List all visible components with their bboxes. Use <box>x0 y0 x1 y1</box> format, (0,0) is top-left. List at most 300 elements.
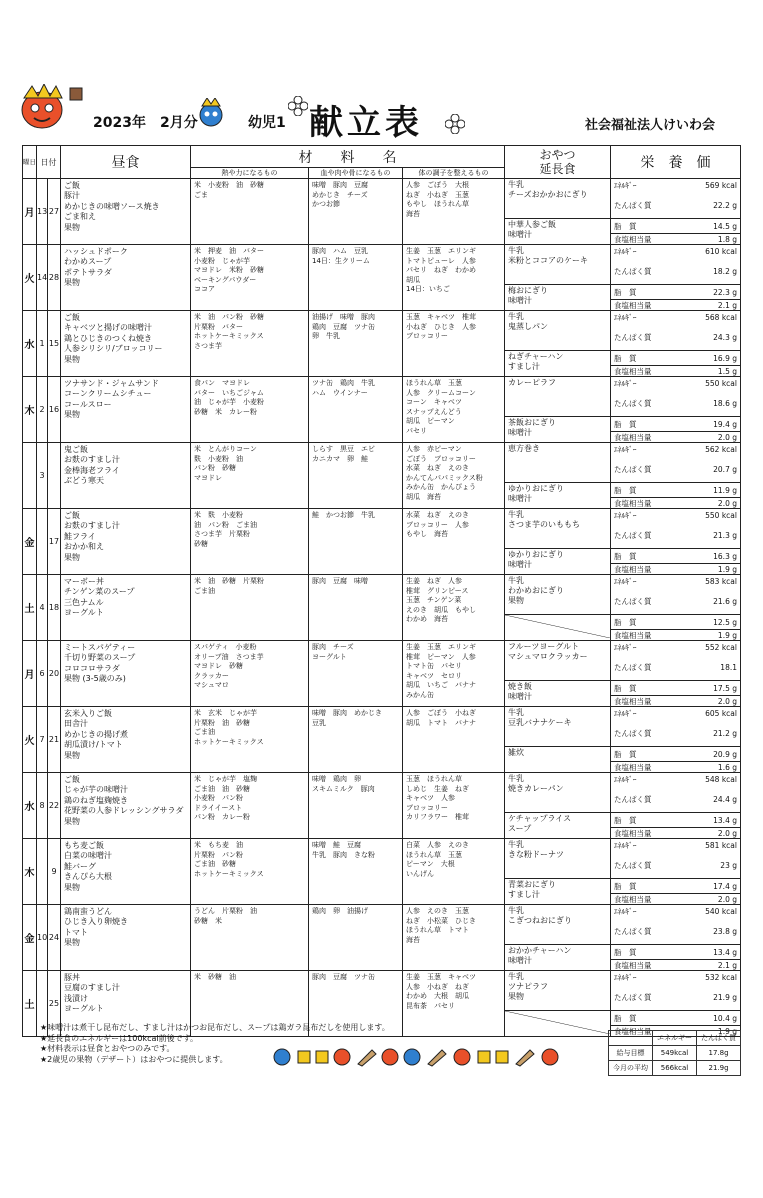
nutrient-row <box>614 654 737 680</box>
note-line: ★延長食のエネルギーは100kcal前後です。 <box>40 1033 198 1043</box>
lunch-item: マーボー丼 <box>64 577 104 586</box>
date-cell <box>37 641 48 707</box>
nutrient-label: ｴﾈﾙｷﾞｰ <box>614 973 637 982</box>
nutrition-cell <box>611 377 741 443</box>
ingredient-line: トマト缶 パセリ <box>406 662 462 671</box>
nutrient-value: 11.9 g <box>713 485 737 495</box>
ingredient-line: カリフラワー 椎茸 <box>406 813 469 822</box>
extended-meal-item: 味噌汁 <box>508 428 532 437</box>
extended-meal-item: 雑炊 <box>508 748 524 757</box>
snack-cell <box>505 971 611 1037</box>
nutrition-cell <box>611 245 741 311</box>
nutrient-row <box>614 839 737 852</box>
ingredient-line: コーン キャベツ <box>406 398 462 407</box>
snack-item: わかめおにぎり <box>508 586 564 595</box>
lunch-item: 豚丼 <box>64 973 80 982</box>
lunch-item: コーンクリームシチュー <box>64 389 152 399</box>
menu-row <box>23 641 741 707</box>
nutrient-row <box>614 192 737 218</box>
snack-cell <box>505 905 611 971</box>
nutrient-row <box>614 918 737 944</box>
ingredient-line: 牛乳 豚肉 きな粉 <box>312 850 375 859</box>
ingredient-line: 白菜 人参 えのき <box>406 841 469 849</box>
nutrient-row <box>611 548 740 563</box>
nutrient-row <box>611 614 740 629</box>
extended-meal-item: ねぎチャーハン <box>508 352 564 361</box>
date-cell <box>48 245 61 311</box>
ingredient-line: 油 じゃが芋 小麦粉 <box>194 398 264 407</box>
lunch-item: お麩のすまし汁 <box>64 521 120 531</box>
nutrient-row <box>611 878 740 893</box>
ingredient-line: ハム ウインナー <box>312 388 368 397</box>
ingredient-line: 砂糖 <box>194 539 208 548</box>
extended-meal-item: 味噌汁 <box>508 230 532 239</box>
extended-meal-box <box>505 944 610 968</box>
ingredient-line: ココア <box>194 285 215 294</box>
nutrient-row <box>611 761 740 772</box>
lunch-item: めかじきの揚げ煮 <box>64 729 128 739</box>
nutrient-value: 18.1 <box>720 662 737 672</box>
date-cell <box>37 509 48 575</box>
nutrient-row <box>614 324 737 350</box>
ingredient-line: みかん缶 かんぴょう <box>406 483 476 492</box>
nutrient-row <box>611 695 740 706</box>
date-second: 15 <box>48 339 60 348</box>
nutrient-value: 2.0 g <box>717 432 737 442</box>
extended-meal-box <box>505 1010 610 1034</box>
ingredient-line: 油揚げ 味噌 豚肉 <box>312 313 375 321</box>
nutrient-value: 540 kcal <box>705 907 737 916</box>
energy-foods-cell <box>191 641 309 707</box>
nutrient-label: たんぱく質 <box>614 728 652 738</box>
summary-value: 566kcal <box>653 1061 697 1076</box>
extended-meal-box <box>505 878 610 902</box>
lunch-item: めかじきの味噌ソース焼き <box>64 201 160 211</box>
lunch-item: もち麦ご飯 <box>64 841 104 850</box>
lunch-item: 鮭フライ <box>64 531 96 541</box>
extended-meal-item: 味噌汁 <box>508 296 532 305</box>
nutrition-cell <box>611 311 741 377</box>
snack-item: 牛乳 <box>508 576 524 585</box>
snack-box <box>505 245 610 284</box>
nutrient-row <box>611 497 740 508</box>
nutrient-row <box>611 482 740 497</box>
lunch-item: ぶどう寒天 <box>64 476 104 486</box>
nutrient-value: 21.2 g <box>713 728 737 738</box>
nutrient-label: 食塩相当量 <box>614 498 652 508</box>
nutrient-label: 脂 質 <box>614 485 637 495</box>
ingredient-line: ごま油 油 砂糖 <box>194 784 250 793</box>
nutrient-label: たんぱく質 <box>614 596 652 606</box>
lunch-item: 花野菜の人参ドレッシングサラダ <box>64 806 184 816</box>
ingredient-line: トマトピューレ 人参 <box>406 256 476 265</box>
nutrient-row <box>611 893 740 904</box>
nutrient-row <box>614 443 737 456</box>
ingredient-line: 米 とんがりコーン <box>194 445 257 453</box>
nutrient-value: 18.6 g <box>713 398 737 408</box>
summary-value: 21.9g <box>697 1061 741 1076</box>
ingredient-line: キャベツ 人参 <box>406 794 455 803</box>
date-second: 27 <box>48 207 60 216</box>
lunch-item: 果物 <box>64 278 80 288</box>
snack-cell <box>505 509 611 575</box>
date-cell <box>48 839 61 905</box>
ingredient-line: スパゲティ 小麦粉 <box>194 643 257 651</box>
day-cell: 水 <box>23 773 37 839</box>
menu-table <box>22 145 741 1037</box>
ingredient-line: 生姜 玉葱 エリンギ <box>406 643 476 651</box>
lunch-cell <box>61 839 191 905</box>
nutrient-label: たんぱく質 <box>614 266 652 276</box>
snack-item: ツナピラフ <box>508 982 548 991</box>
ingredient-line: クラッカー <box>194 671 229 680</box>
snack-item: こぎつねおにぎり <box>508 916 572 925</box>
nutrient-value: 605 kcal <box>705 709 737 718</box>
organization-name: 社会福祉法人けいわ会 <box>585 118 716 133</box>
blood-foods-cell <box>309 641 403 707</box>
nutrient-label: たんぱく質 <box>614 926 652 936</box>
extended-meal-box <box>505 746 610 770</box>
ingredient-line: 砂糖 米 <box>194 916 222 925</box>
nutrient-row <box>614 509 737 522</box>
ingredient-line: 椎茸 ピーマン 人参 <box>406 652 476 661</box>
lunch-cell <box>61 179 191 245</box>
nutrient-value: 550 kcal <box>705 511 737 520</box>
nutrient-label: たんぱく質 <box>614 794 652 804</box>
nutrient-label: たんぱく質 <box>614 992 652 1002</box>
nutrient-label: ｴﾈﾙｷﾞｰ <box>614 445 637 454</box>
nutrient-label: 食塩相当量 <box>614 630 652 640</box>
ingredient-line: カニカマ 卵 鮭 <box>312 454 368 463</box>
date-cell <box>48 707 61 773</box>
energy-foods-header: 熱や力になるもの <box>191 168 309 179</box>
nutrition-cell <box>611 773 741 839</box>
day-cell <box>23 443 37 509</box>
blood-foods-cell <box>309 905 403 971</box>
nutrition-cell <box>611 641 741 707</box>
ingredient-line: 人参 小ねぎ ねぎ <box>406 982 469 991</box>
date-cell <box>37 245 48 311</box>
body-foods-cell <box>403 575 505 641</box>
ingredient-line: 食パン マヨドレ <box>194 379 250 387</box>
nutrient-row <box>611 1010 740 1025</box>
ingredient-line: 豚肉 豆腐 ツナ缶 <box>312 973 375 981</box>
body-foods-cell <box>403 245 505 311</box>
nutrient-row <box>614 852 737 878</box>
snack-box <box>505 971 610 1010</box>
nutrient-label: たんぱく質 <box>614 860 652 870</box>
date-cell <box>37 773 48 839</box>
lunch-item: キャベツと揚げの味噌汁 <box>64 323 152 333</box>
ingredient-line: 味噌 鶏肉 卵 <box>312 775 361 783</box>
energy-foods-cell <box>191 575 309 641</box>
extended-meal-item: すまし汁 <box>508 362 540 371</box>
date-first: 6 <box>39 669 45 678</box>
day-cell: 木 <box>23 839 37 905</box>
date-cell <box>48 773 61 839</box>
nutrient-value: 13.4 g <box>713 815 737 825</box>
nutrient-value: 552 kcal <box>705 643 737 652</box>
nutrient-row <box>614 588 737 614</box>
ingredient-line: 生姜 玉葱 キャベツ <box>406 973 476 981</box>
nutrient-row <box>614 707 737 720</box>
snack-item: 牛乳 <box>508 246 524 255</box>
snack-box <box>505 377 610 416</box>
nutrient-label: ｴﾈﾙｷﾞｰ <box>614 379 637 388</box>
body-foods-cell <box>403 311 505 377</box>
date-second: 9 <box>51 867 57 876</box>
ingredient-line: パン粉 カレー粉 <box>194 813 250 822</box>
ingredient-line: ほうれん草 玉葱 <box>406 850 462 859</box>
date-header: 日付 <box>37 146 61 179</box>
extended-meal-box <box>505 416 610 440</box>
menu-row <box>23 839 741 905</box>
ingredient-line: 米 じゃが芋 塩麹 <box>194 775 257 783</box>
ingredient-line: 胡瓜 <box>406 275 420 284</box>
ingredient-line: 豚肉 チーズ <box>312 643 354 651</box>
nutrient-label: ｴﾈﾙｷﾞｰ <box>614 181 637 190</box>
day-cell: 水 <box>23 311 37 377</box>
ingredient-line: 油 パン粉 ごま油 <box>194 520 257 529</box>
energy-foods-cell <box>191 773 309 839</box>
lunch-item: 鶏とひじきのつくね焼き <box>64 333 152 343</box>
date-cell <box>37 179 48 245</box>
ingredient-line: 片栗粉 油 砂糖 <box>194 718 250 727</box>
menu-row <box>23 311 741 377</box>
date-cell <box>48 575 61 641</box>
snack-item: 牛乳 <box>508 180 524 189</box>
menu-row <box>23 179 741 245</box>
day-cell: 金 <box>23 509 37 575</box>
snack-item: きな粉ドーナツ <box>508 850 564 859</box>
ingredients-header: 材 料 名 <box>191 146 505 168</box>
snack-item: マシュマロクラッカー <box>508 652 588 661</box>
ingredient-line: キャベツ セロリ <box>406 671 462 680</box>
date-second: 18 <box>48 603 60 612</box>
date-first: 2 <box>39 405 45 414</box>
date-second: 16 <box>48 405 60 414</box>
ingredient-line: 胡瓜 いちご バナナ <box>406 681 476 690</box>
nutrient-value: 2.0 g <box>717 696 737 706</box>
snack-item: さつま芋のいももち <box>508 520 580 529</box>
lunch-item: 果物 <box>64 354 80 364</box>
extended-meal-item: 味噌汁 <box>508 560 532 569</box>
lunch-item: 鮭バーグ <box>64 861 96 871</box>
ingredient-line: ブロッコリー <box>406 332 448 341</box>
date-cell <box>48 443 61 509</box>
lunch-item: 鶏南蛮うどん <box>64 907 112 916</box>
nutrient-value: 610 kcal <box>705 247 737 256</box>
nutrient-row <box>611 299 740 310</box>
extended-meal-item: 茶飯おにぎり <box>508 418 556 427</box>
lunch-item: ご飯 <box>64 775 80 784</box>
nutrient-row <box>611 746 740 761</box>
nutrient-row <box>611 629 740 640</box>
ingredient-line: ねぎ 小松菜 ひじき <box>406 916 476 925</box>
nutrition-cell <box>611 179 741 245</box>
ingredient-line: 海苔 <box>406 209 420 218</box>
nutrient-label: たんぱく質 <box>614 200 652 210</box>
ingredient-line: ヨーグルト <box>312 652 347 661</box>
body-foods-cell <box>403 641 505 707</box>
nutrient-value: 21.6 g <box>713 596 737 606</box>
snack-box <box>505 641 610 680</box>
nutrient-label: ｴﾈﾙｷﾞｰ <box>614 841 637 850</box>
nutrition-summary-table <box>608 1030 741 1076</box>
blood-foods-cell <box>309 377 403 443</box>
lunch-cell <box>61 641 191 707</box>
blood-foods-header: 血や肉や骨になるもの <box>309 168 403 179</box>
ingredient-line: 椎茸 グリンピース <box>406 586 469 595</box>
body-foods-cell <box>403 443 505 509</box>
nutrient-label: 脂 質 <box>614 287 637 297</box>
snack-item: 恵方巻き <box>508 444 540 453</box>
energy-foods-cell <box>191 377 309 443</box>
lunch-item: チンゲン菜のスープ <box>64 587 135 597</box>
extended-meal-item: ケチャップライス <box>508 814 572 823</box>
day-header: 曜日 <box>23 146 37 179</box>
ingredient-line: 海苔 <box>406 935 420 944</box>
ingredient-line: パセリ <box>406 426 427 435</box>
year-month: 2023年 2月分 <box>93 115 198 131</box>
nutrient-label: ｴﾈﾙｷﾞｰ <box>614 775 637 784</box>
nutrient-label: 脂 質 <box>614 947 637 957</box>
ingredient-line: 水菜 ねぎ えのき <box>406 511 469 519</box>
nutrient-row <box>611 680 740 695</box>
energy-foods-cell <box>191 905 309 971</box>
lunch-item: ツナサンド・ジャムサンド <box>64 379 159 388</box>
nutrient-value: 562 kcal <box>705 445 737 454</box>
nutrient-value: 581 kcal <box>705 841 737 850</box>
extended-meal-item: 味噌汁 <box>508 494 532 503</box>
extended-meal-item: ゆかりおにぎり <box>508 484 564 493</box>
nutrient-value: 2.1 g <box>717 300 737 310</box>
ingredient-line: しめじ 生姜 ねぎ <box>406 784 469 793</box>
snack-cell <box>505 377 611 443</box>
lunch-item: ヨーグルト <box>64 1004 104 1014</box>
snack-item: 牛乳 <box>508 774 524 783</box>
ingredient-line: わかめ 海苔 <box>406 615 448 624</box>
nutrient-label: 食塩相当量 <box>614 762 652 772</box>
menu-row <box>23 905 741 971</box>
lunch-item: じゃが芋の味噌汁 <box>64 785 128 795</box>
flower-icon <box>288 96 308 116</box>
nutrient-row <box>614 456 737 482</box>
ingredient-line: 玉葱 ほうれん草 <box>406 775 462 783</box>
ingredient-line: うどん 片栗粉 油 <box>194 907 257 915</box>
lunch-item: お麩のすまし汁 <box>64 455 120 465</box>
blood-foods-cell <box>309 311 403 377</box>
date-cell <box>48 311 61 377</box>
nutrient-row <box>611 218 740 233</box>
blood-foods-cell <box>309 839 403 905</box>
ingredient-line: パン粉 砂糖 <box>194 464 236 473</box>
menu-row <box>23 575 741 641</box>
date-first: 7 <box>39 735 45 744</box>
ingredient-line: 胡瓜 海苔 <box>406 492 441 501</box>
ingredient-line: ホットケーキミックス <box>194 869 264 878</box>
day-cell: 木 <box>23 377 37 443</box>
ingredient-line: 胡瓜 トマト バナナ <box>406 718 476 727</box>
nutrient-row <box>611 233 740 244</box>
nutrient-value: 16.9 g <box>713 353 737 363</box>
summary-head: たんぱく質 <box>697 1031 741 1046</box>
nutrient-value: 568 kcal <box>705 313 737 322</box>
ingredient-line: ごま油 <box>194 728 215 737</box>
ingredient-line: ごぼう ブロッコリー <box>406 454 476 463</box>
ingredient-line: ドライイースト <box>194 803 243 812</box>
nutrient-row <box>614 522 737 548</box>
snack-item: 牛乳 <box>508 708 524 717</box>
date-second: 24 <box>48 933 60 942</box>
nutrient-value: 12.5 g <box>713 617 737 627</box>
lunch-item: 果物 <box>64 222 80 232</box>
date-cell <box>37 377 48 443</box>
nutrient-value: 13.4 g <box>713 947 737 957</box>
extended-meal-box <box>505 284 610 308</box>
ingredient-line: 片栗粉 パン粉 <box>194 850 243 859</box>
ingredient-line: マヨドレ <box>194 473 222 482</box>
extended-meal-item: 青菜おにぎり <box>508 880 556 889</box>
blood-foods-cell <box>309 773 403 839</box>
menu-row <box>23 377 741 443</box>
nutrient-value: 21.3 g <box>713 530 737 540</box>
nutrient-value: 22.3 g <box>713 287 737 297</box>
date-cell <box>48 509 61 575</box>
extended-meal-item: すまし汁 <box>508 890 540 899</box>
ingredient-line: マヨドレ 米粉 砂糖 <box>194 266 264 275</box>
body-foods-cell <box>403 377 505 443</box>
page-header <box>0 92 763 142</box>
lunch-item: 鬼ご飯 <box>64 445 88 454</box>
ingredient-line: ねぎ 小ねぎ 玉葱 <box>406 190 469 199</box>
class-name: 幼児1 <box>248 115 286 131</box>
lunch-item: 白菜の味噌汁 <box>64 851 112 861</box>
date-cell <box>48 905 61 971</box>
nutrient-value: 19.4 g <box>713 419 737 429</box>
nutrient-row <box>614 258 737 284</box>
ingredient-line: 小ねぎ ひじき 人参 <box>406 322 476 331</box>
ingredient-line: 米 押麦 油 バター <box>194 247 264 255</box>
snack-cell <box>505 245 611 311</box>
ingredient-line: スナップえんどう <box>406 407 462 416</box>
nutrient-label: 食塩相当量 <box>614 300 652 310</box>
ingredient-line: わかめ 大根 胡瓜 <box>406 992 469 1001</box>
snack-cell <box>505 311 611 377</box>
snack-box <box>505 509 610 548</box>
snack-cell <box>505 443 611 509</box>
date-cell <box>37 839 48 905</box>
lunch-item: 果物 <box>64 882 80 892</box>
ingredient-line: 小麦粉 パン粉 <box>194 794 243 803</box>
ingredient-line: 米 小麦粉 油 砂糖 <box>194 181 264 189</box>
nutrient-label: 脂 質 <box>614 551 637 561</box>
ingredient-line: 生姜 玉葱 エリンギ <box>406 247 476 255</box>
day-cell: 金 <box>23 905 37 971</box>
nutrient-row <box>614 905 737 918</box>
energy-foods-cell <box>191 839 309 905</box>
nutrient-value: 18.2 g <box>713 266 737 276</box>
ingredient-line: 片栗粉 バター <box>194 322 243 331</box>
ingredient-line: マシュマロ <box>194 681 229 690</box>
nutrient-row <box>611 944 740 959</box>
note-line: ★2歳児の果物（デザート）はおやつに提供します。 <box>40 1054 228 1064</box>
lunch-item: コールスロー <box>64 399 112 409</box>
nutrient-label: たんぱく質 <box>614 398 652 408</box>
nutrient-label: 食塩相当量 <box>614 432 652 442</box>
nutrient-label: たんぱく質 <box>614 530 652 540</box>
ingredient-line: 小麦粉 じゃが芋 <box>194 256 250 265</box>
